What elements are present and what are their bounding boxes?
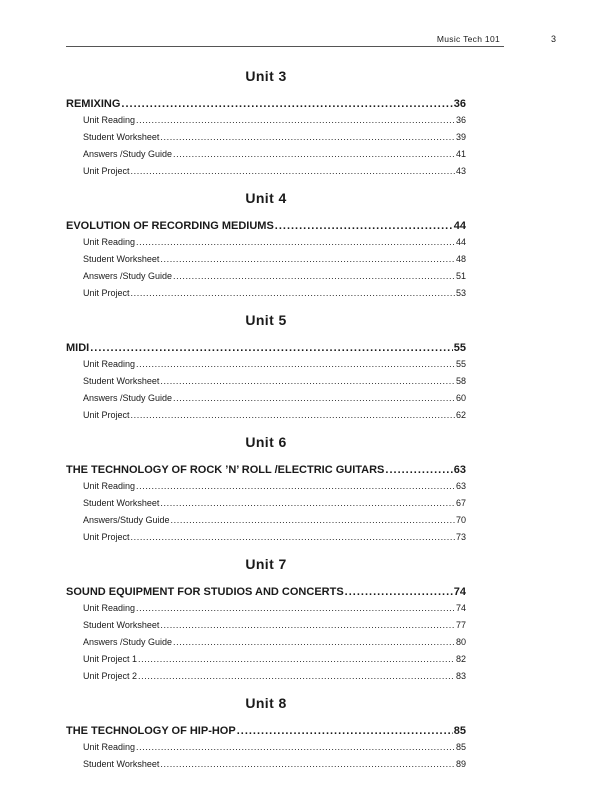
toc-item-page: 44 (455, 237, 466, 247)
chapter-title: MIDI (66, 342, 90, 354)
page-number: 3 (551, 34, 557, 44)
unit-block (66, 554, 466, 685)
toc-item-page: 48 (455, 254, 466, 264)
dot-leader (136, 112, 455, 129)
chapter-entry[interactable] (66, 218, 466, 234)
unit-block (66, 310, 466, 424)
chapter-title: THE TECHNOLOGY OF HIP-HOP (66, 725, 236, 737)
dot-leader (173, 268, 455, 285)
unit-heading: Unit 6 (245, 434, 287, 450)
toc-item[interactable] (66, 651, 466, 668)
dot-leader (160, 617, 455, 634)
dot-leader (160, 756, 455, 773)
toc-item[interactable] (66, 407, 466, 424)
unit-block (66, 66, 466, 180)
toc-item-label: Student Worksheet (83, 498, 160, 508)
dot-leader (173, 146, 455, 163)
dot-leader (136, 739, 455, 756)
chapter-page: 85 (453, 725, 466, 737)
dot-leader (385, 462, 452, 478)
toc-item-page: 62 (455, 410, 466, 420)
unit-heading: Unit 3 (245, 68, 287, 84)
unit-heading: Unit 8 (245, 695, 287, 711)
toc-item[interactable] (66, 739, 466, 756)
toc-item-page: 41 (455, 149, 466, 159)
toc-item-label: Student Worksheet (83, 759, 160, 769)
toc-item[interactable] (66, 251, 466, 268)
toc-item[interactable] (66, 268, 466, 285)
dot-leader (138, 651, 455, 668)
toc-item-label: Unit Reading (83, 742, 136, 752)
toc-item[interactable] (66, 478, 466, 495)
toc-item[interactable] (66, 668, 466, 685)
toc-item-page: 77 (455, 620, 466, 630)
dot-leader (136, 356, 455, 373)
toc-item-label: Unit Reading (83, 481, 136, 491)
dot-leader (173, 634, 455, 651)
toc-item-page: 53 (455, 288, 466, 298)
chapter-entry[interactable] (66, 462, 466, 478)
toc-item[interactable] (66, 285, 466, 302)
dot-leader (131, 529, 455, 546)
dot-leader (160, 129, 455, 146)
toc-item[interactable] (66, 163, 466, 180)
chapter-page: 63 (453, 464, 466, 476)
toc-item-label: Unit Project (83, 532, 130, 542)
toc-item[interactable] (66, 756, 466, 773)
unit-heading: Unit 5 (245, 312, 287, 328)
chapter-title: THE TECHNOLOGY OF ROCK ’N’ ROLL /ELECTRIC GUITARS (66, 464, 385, 476)
toc-item-label: Student Worksheet (83, 254, 160, 264)
chapter-entry[interactable] (66, 340, 466, 356)
toc-item-label: Unit Reading (83, 115, 136, 125)
toc-item-label: Unit Project (83, 288, 130, 298)
dot-leader (138, 668, 455, 685)
dot-leader (90, 340, 453, 356)
toc-item[interactable] (66, 495, 466, 512)
toc-item-label: Answers /Study Guide (83, 271, 173, 281)
toc-item-label: Unit Project (83, 166, 130, 176)
toc-item-page: 58 (455, 376, 466, 386)
dot-leader (275, 218, 453, 234)
dot-leader (160, 495, 455, 512)
toc-item[interactable] (66, 617, 466, 634)
toc-item[interactable] (66, 146, 466, 163)
toc-item-page: 85 (455, 742, 466, 752)
dot-leader (136, 234, 455, 251)
toc-item-label: Unit Reading (83, 237, 136, 247)
toc-item-label: Unit Project (83, 410, 130, 420)
toc-item-label: Student Worksheet (83, 376, 160, 386)
toc-item[interactable] (66, 112, 466, 129)
dot-leader (345, 584, 453, 600)
toc-item-label: Answers /Study Guide (83, 637, 173, 647)
toc-item[interactable] (66, 529, 466, 546)
chapter-entry[interactable] (66, 96, 466, 112)
toc-item[interactable] (66, 512, 466, 529)
toc-item-page: 36 (455, 115, 466, 125)
toc-item-page: 80 (455, 637, 466, 647)
chapter-title: SOUND EQUIPMENT FOR STUDIOS AND CONCERTS (66, 586, 344, 598)
toc-item-label: Answers/Study Guide (83, 515, 170, 525)
toc-item-label: Unit Project 1 (83, 654, 138, 664)
toc-item-page: 55 (455, 359, 466, 369)
chapter-entry[interactable] (66, 723, 466, 739)
dot-leader (131, 163, 455, 180)
dot-leader (131, 407, 455, 424)
toc-item-page: 70 (455, 515, 466, 525)
toc-item-page: 82 (455, 654, 466, 664)
dot-leader (173, 390, 455, 407)
running-header (66, 34, 504, 47)
unit-heading: Unit 7 (245, 556, 287, 572)
toc-item[interactable] (66, 129, 466, 146)
toc-item-page: 51 (455, 271, 466, 281)
toc-item-label: Answers /Study Guide (83, 149, 173, 159)
toc-item-page: 83 (455, 671, 466, 681)
toc-item-page: 43 (455, 166, 466, 176)
toc-item-page: 60 (455, 393, 466, 403)
chapter-entry[interactable] (66, 584, 466, 600)
dot-leader (237, 723, 453, 739)
dot-leader (160, 251, 455, 268)
unit-block (66, 188, 466, 302)
dot-leader (136, 478, 455, 495)
unit-block (66, 693, 466, 773)
toc-item-label: Unit Reading (83, 359, 136, 369)
toc-item-label: Unit Reading (83, 603, 136, 613)
book-title: Music Tech 101 (436, 34, 500, 44)
toc-item-label: Student Worksheet (83, 132, 160, 142)
dot-leader (160, 373, 455, 390)
toc-item[interactable] (66, 390, 466, 407)
dot-leader (121, 96, 452, 112)
table-of-contents (66, 66, 466, 781)
toc-item[interactable] (66, 234, 466, 251)
dot-leader (131, 285, 455, 302)
toc-item[interactable] (66, 634, 466, 651)
toc-item-label: Student Worksheet (83, 620, 160, 630)
toc-item[interactable] (66, 373, 466, 390)
dot-leader (136, 600, 455, 617)
chapter-page: 74 (453, 586, 466, 598)
toc-item-page: 63 (455, 481, 466, 491)
chapter-title: REMIXING (66, 98, 121, 110)
unit-heading: Unit 4 (245, 190, 287, 206)
unit-block (66, 432, 466, 546)
toc-item-label: Answers /Study Guide (83, 393, 173, 403)
toc-item-page: 73 (455, 532, 466, 542)
toc-item-label: Unit Project 2 (83, 671, 138, 681)
chapter-title: EVOLUTION OF RECORDING MEDIUMS (66, 220, 274, 232)
toc-item[interactable] (66, 356, 466, 373)
toc-item-page: 74 (455, 603, 466, 613)
dot-leader (171, 512, 455, 529)
toc-item[interactable] (66, 600, 466, 617)
chapter-page: 55 (453, 342, 466, 354)
chapter-page: 36 (453, 98, 466, 110)
toc-item-page: 89 (455, 759, 466, 769)
toc-item-page: 39 (455, 132, 466, 142)
toc-item-page: 67 (455, 498, 466, 508)
chapter-page: 44 (453, 220, 466, 232)
